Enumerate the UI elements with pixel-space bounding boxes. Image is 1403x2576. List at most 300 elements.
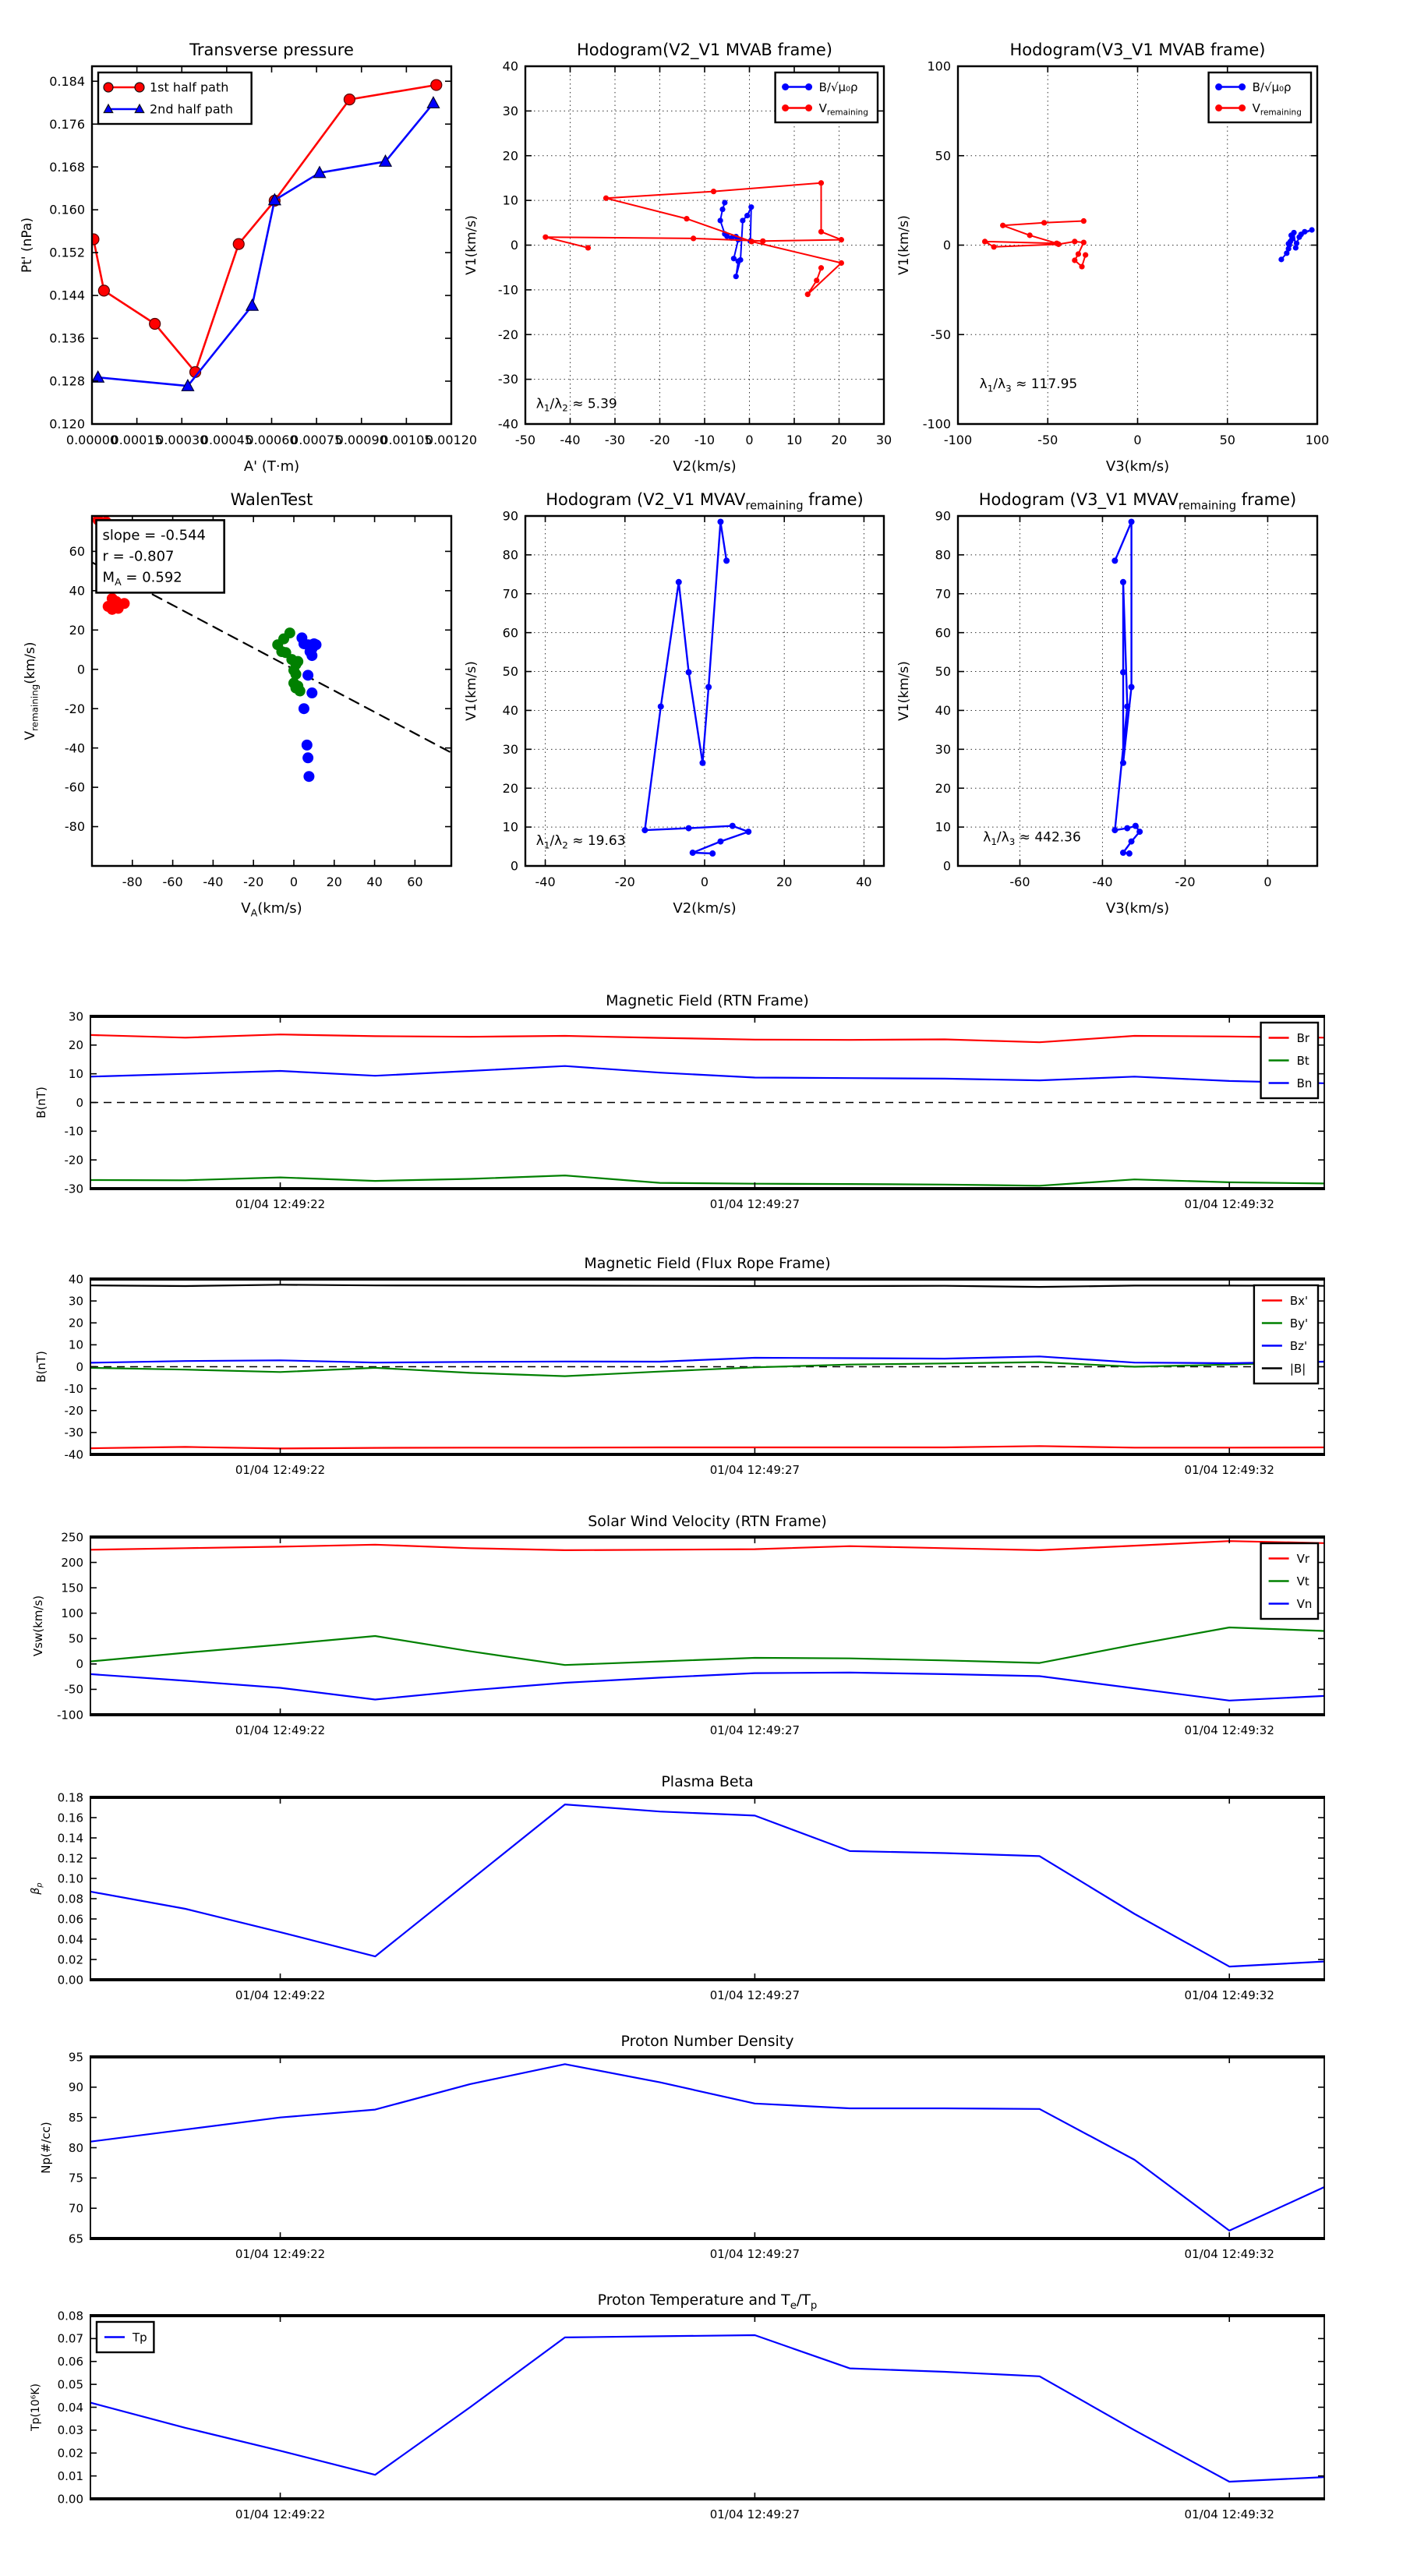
series-line-B-magnitude (90, 1284, 1324, 1287)
x-tick-label: -40 (535, 875, 556, 889)
data-point-marker (302, 752, 313, 763)
x-axis-label: V3(km/s) (1105, 900, 1170, 917)
y-tick-label: 0.18 (57, 1790, 83, 1805)
data-point-marker (782, 83, 789, 90)
chart-title: Proton Number Density (620, 2033, 794, 2050)
legend-label: Bn (1296, 1076, 1313, 1090)
data-point-marker (303, 771, 314, 782)
y-tick-label: 0 (942, 238, 951, 253)
series-line-Br (90, 1034, 1324, 1042)
y-tick-label: 100 (61, 1606, 83, 1620)
x-tick-label: 40 (856, 875, 872, 889)
data-point-marker (135, 83, 144, 92)
x-axis-label: V2(km/s) (673, 900, 737, 917)
y-tick-label: 0.01 (57, 2468, 83, 2483)
y-axis-label: $V_{remaining}(km/s)$ (23, 641, 41, 740)
x-tick-label: 01/04 12:49:27 (709, 1197, 800, 1211)
y-tick-label: 60 (935, 625, 951, 641)
data-point-marker (1079, 263, 1084, 269)
y-tick-label: 0.00 (57, 1973, 83, 1988)
annotation-text: $\lambda_1/\lambda_3 \approx 117.95$ (979, 376, 1078, 394)
data-point-marker (705, 684, 712, 691)
y-tick-label: 0.08 (57, 1892, 83, 1906)
x-tick-label: 0.00030 (156, 433, 208, 447)
x-axis-label: V2(km/s) (673, 458, 737, 475)
data-point-marker (718, 217, 723, 223)
y-tick-label: 0 (510, 238, 518, 253)
data-point-marker (1120, 579, 1126, 585)
data-point-marker (1278, 256, 1284, 262)
chart-title: Transverse pressure (189, 41, 354, 59)
data-point-marker (1133, 823, 1139, 829)
magnetic-field-rtn-plot (34, 992, 1325, 1211)
x-tick-label: 0.00105 (380, 433, 433, 447)
data-point-marker (1239, 83, 1246, 90)
y-axis-label: Tp(10⁶K) (30, 2383, 42, 2431)
x-tick-label: 10 (786, 433, 803, 447)
y-axis-label: Vsw(km/s) (31, 1595, 45, 1657)
chart-title: Proton Temperature and $T_e/T_p$ (597, 2292, 818, 2312)
hodogram-v2v1-mvab-plot (464, 41, 892, 475)
y-tick-label: 200 (61, 1555, 83, 1570)
annotation-text: $\lambda_1/\lambda_2 \approx 5.39$ (535, 396, 617, 414)
y-tick-label: -30 (64, 1182, 83, 1196)
chart-title: Solar Wind Velocity (RTN Frame) (588, 1513, 827, 1530)
y-tick-label: 50 (68, 1631, 83, 1646)
legend-label: 1st half path (150, 80, 229, 95)
y-tick-label: -40 (497, 416, 518, 432)
y-tick-label: 20 (935, 780, 951, 796)
y-tick-label: -10 (497, 282, 518, 298)
x-tick-label: 01/04 12:49:22 (235, 1723, 326, 1737)
x-tick-label: 0.00015 (111, 433, 163, 447)
data-point-marker (1027, 232, 1033, 238)
x-tick-label: -40 (1092, 875, 1113, 889)
y-tick-label: 0.136 (49, 330, 85, 346)
series-line-beta-p (90, 1804, 1324, 1966)
data-point-marker (745, 829, 751, 835)
data-point-marker (306, 687, 317, 698)
x-tick-label: 0.00120 (425, 433, 478, 447)
data-point-marker (719, 207, 725, 212)
data-point-marker (686, 825, 692, 832)
x-tick-label: 60 (407, 875, 423, 889)
data-point-marker (805, 83, 812, 90)
y-tick-label: 0.07 (57, 2331, 83, 2346)
x-tick-label: -20 (614, 875, 635, 889)
legend-label: Vn (1296, 1596, 1313, 1611)
y-tick-label: -10 (64, 1124, 83, 1139)
y-tick-label: 0.10 (57, 1871, 83, 1886)
plasma-beta-plot (30, 1773, 1325, 2002)
y-tick-label: 0.152 (49, 245, 85, 260)
y-tick-label: 70 (502, 586, 518, 602)
x-tick-label: 0 (700, 875, 709, 889)
data-point-marker (292, 656, 303, 667)
legend-label: Bx' (1289, 1293, 1309, 1308)
legend-label: B/√μ₀ρ (818, 80, 858, 94)
data-point-marker (711, 189, 716, 194)
data-point-marker (427, 97, 439, 108)
series-line-velocity-hodogram (1115, 522, 1140, 854)
data-point-marker (1000, 223, 1005, 228)
data-point-marker (1126, 850, 1133, 857)
data-point-marker (1129, 839, 1135, 845)
y-tick-label: 0.06 (57, 1912, 83, 1927)
y-axis-label: B(nT) (34, 1087, 48, 1118)
x-tick-label: 0.00060 (246, 433, 298, 447)
legend-label: B/√μ₀ρ (1252, 80, 1292, 94)
data-point-marker (691, 235, 696, 241)
series-line-2nd half path (98, 103, 433, 386)
y-axis-label: V1(km/s) (896, 215, 912, 275)
chart-title: Magnetic Field (Flux Rope Frame) (584, 1255, 831, 1272)
y-tick-label: 30 (502, 103, 518, 118)
x-tick-label: -60 (162, 875, 183, 889)
data-point-marker (690, 850, 696, 856)
x-tick-label: 30 (875, 433, 892, 447)
y-tick-label: 0.08 (57, 2309, 83, 2323)
data-point-marker (1124, 825, 1130, 832)
data-point-marker (111, 596, 122, 607)
data-point-marker (744, 213, 750, 218)
data-point-marker (1076, 251, 1081, 256)
y-tick-label: 10 (68, 1337, 83, 1352)
data-point-marker (717, 839, 723, 845)
x-tick-label: 01/04 12:49:22 (235, 1197, 326, 1211)
data-point-marker (1120, 670, 1126, 676)
series-line-velocity-hodogram (645, 522, 748, 854)
series-line-1st half path (94, 85, 436, 372)
legend-label: |B| (1289, 1361, 1306, 1376)
data-point-marker (295, 686, 306, 697)
data-point-marker (818, 180, 824, 186)
y-tick-label: -50 (930, 327, 951, 342)
y-tick-label: 30 (502, 741, 518, 757)
series-line-Tp (90, 2335, 1324, 2482)
x-tick-label: -20 (243, 875, 264, 889)
y-tick-label: 40 (502, 58, 518, 74)
legend-label: Vr (1296, 1551, 1310, 1566)
x-tick-label: 0.00075 (291, 433, 343, 447)
y-tick-label: 50 (935, 148, 951, 164)
data-point-marker (723, 557, 730, 564)
y-axis-label: V1(km/s) (464, 215, 479, 275)
data-point-marker (1111, 827, 1118, 833)
y-tick-label: 10 (502, 193, 518, 208)
x-tick-label: 01/04 12:49:32 (1184, 1723, 1274, 1737)
y-tick-label: 80 (935, 547, 951, 563)
data-point-marker (641, 827, 648, 833)
x-tick-label: 50 (1219, 433, 1235, 447)
annotation-text: $\lambda_1/\lambda_3 \approx 442.36$ (983, 829, 1081, 847)
data-point-marker (299, 703, 309, 714)
y-tick-label: -30 (64, 1426, 83, 1440)
data-point-marker (302, 670, 313, 680)
y-tick-label: 30 (935, 741, 951, 757)
y-tick-label: 70 (68, 2201, 83, 2216)
y-tick-label: 30 (68, 1294, 83, 1309)
data-point-marker (88, 234, 99, 245)
y-tick-label: 0.04 (57, 2400, 83, 2415)
data-point-marker (1111, 557, 1118, 564)
data-point-marker (92, 371, 104, 382)
data-point-marker (805, 104, 812, 111)
y-tick-label: 80 (68, 2140, 83, 2155)
y-tick-label: 0 (76, 662, 85, 677)
y-tick-label: 0 (76, 1657, 83, 1672)
y-tick-label: -60 (64, 779, 85, 795)
series-line-Vr (90, 1541, 1324, 1550)
y-tick-label: 0 (942, 858, 951, 874)
x-tick-label: 20 (326, 875, 342, 889)
x-tick-label: -40 (560, 433, 581, 447)
y-tick-label: 40 (935, 703, 951, 719)
y-tick-label: 40 (69, 583, 85, 599)
chart-title: Hodogram(V2_V1 MVAB frame) (577, 41, 832, 59)
y-tick-label: 20 (68, 1038, 83, 1053)
y-tick-label: -40 (64, 1447, 83, 1462)
data-point-marker (699, 760, 705, 766)
y-tick-label: -20 (64, 701, 85, 716)
data-point-marker (1309, 227, 1314, 232)
x-axis-label: V3(km/s) (1105, 458, 1170, 475)
y-tick-label: 0.160 (49, 202, 85, 217)
data-point-marker (737, 257, 743, 263)
x-tick-label: 01/04 12:49:32 (1184, 1988, 1274, 2002)
data-point-marker (302, 740, 313, 751)
y-axis-label: V1(km/s) (896, 661, 912, 721)
data-point-marker (1072, 239, 1077, 244)
data-point-marker (818, 265, 824, 270)
y-tick-label: -30 (497, 372, 518, 387)
chart-title: Hodogram (V2_V1 $MVAV_{remaining}$ frame) (546, 490, 864, 513)
y-tick-label: -50 (64, 1682, 83, 1697)
x-tick-label: -30 (604, 433, 626, 447)
data-point-marker (306, 650, 317, 661)
data-point-marker (730, 823, 736, 829)
y-tick-label: 250 (61, 1530, 83, 1545)
stats-line: $M_A = 0.592$ (102, 569, 182, 588)
y-axis-label: $\beta_p$ (30, 1882, 44, 1895)
data-point-marker (782, 104, 789, 111)
x-tick-label: -100 (943, 433, 973, 447)
series-line-V-remaining (985, 221, 1086, 267)
data-point-marker (1129, 518, 1135, 525)
legend-label: Bt (1296, 1053, 1309, 1068)
series-line-Vt (90, 1627, 1324, 1665)
y-tick-label: -20 (64, 1404, 83, 1418)
y-tick-label: 0.16 (57, 1811, 83, 1825)
y-tick-label: 60 (502, 625, 518, 641)
chart-title: Plasma Beta (661, 1773, 754, 1790)
y-tick-label: 80 (502, 547, 518, 563)
data-point-marker (740, 217, 745, 223)
series-line-Bn (90, 1066, 1324, 1083)
chart-title: Magnetic Field (RTN Frame) (606, 992, 809, 1009)
x-tick-label: 01/04 12:49:27 (709, 2247, 800, 2261)
chart-title: Hodogram(V3_V1 MVAB frame) (1009, 41, 1266, 59)
data-point-marker (722, 200, 727, 205)
y-tick-label: 10 (935, 819, 951, 835)
annotation-text: $\lambda_1/\lambda_2 \approx 19.63$ (535, 833, 626, 851)
data-point-marker (1120, 850, 1126, 856)
y-tick-label: 0.05 (57, 2377, 83, 2392)
proton-temperature-plot (30, 2292, 1325, 2521)
data-point-marker (585, 245, 591, 250)
data-point-marker (676, 579, 682, 585)
hodogram-v3v1-mvab-plot (896, 41, 1329, 475)
y-tick-label: 10 (68, 1066, 83, 1081)
data-point-marker (1129, 684, 1135, 691)
y-tick-label: -10 (64, 1381, 83, 1396)
x-tick-label: -50 (1037, 433, 1058, 447)
y-tick-label: 0.176 (49, 116, 85, 132)
data-point-marker (709, 850, 716, 857)
data-point-marker (749, 239, 755, 244)
y-tick-label: 0 (76, 1359, 83, 1374)
x-tick-label: -60 (1009, 875, 1030, 889)
x-tick-label: 100 (1305, 433, 1330, 447)
data-point-marker (1120, 760, 1126, 766)
x-tick-label: 01/04 12:49:32 (1184, 1197, 1274, 1211)
x-tick-label: 01/04 12:49:22 (235, 1463, 326, 1477)
data-point-marker (1081, 218, 1087, 224)
y-tick-label: -20 (64, 1153, 83, 1168)
walen-test-plot (23, 490, 452, 919)
data-point-marker (1081, 239, 1087, 245)
data-point-marker (717, 518, 723, 525)
y-tick-label: 100 (927, 58, 951, 74)
data-point-marker (344, 94, 355, 105)
x-tick-label: 0 (1133, 433, 1142, 447)
data-point-marker (658, 703, 664, 709)
y-tick-label: 40 (502, 703, 518, 719)
y-tick-label: 0.06 (57, 2355, 83, 2369)
chart-title: Hodogram (V3_V1 $MVAV_{remaining}$ frame) (978, 490, 1297, 513)
y-tick-label: 85 (68, 2110, 83, 2125)
chart-title: WalenTest (230, 490, 313, 509)
legend-label: Vt (1296, 1574, 1309, 1588)
y-tick-label: 20 (502, 780, 518, 796)
x-tick-label: -20 (649, 433, 670, 447)
y-tick-label: 0.184 (49, 73, 85, 89)
data-point-marker (733, 274, 739, 279)
y-tick-label: -100 (922, 416, 951, 432)
y-tick-label: 0 (76, 1095, 83, 1110)
y-tick-label: 30 (68, 1009, 83, 1024)
data-point-marker (1136, 829, 1143, 835)
y-tick-label: 50 (502, 664, 518, 680)
x-tick-label: 01/04 12:49:32 (1184, 2247, 1274, 2261)
y-tick-label: -100 (56, 1708, 83, 1723)
legend-label: Bz' (1289, 1338, 1308, 1353)
y-axis-label: B(nT) (34, 1351, 48, 1383)
y-tick-label: 10 (502, 819, 518, 835)
data-point-marker (1286, 241, 1292, 246)
y-tick-label: 0.120 (49, 416, 85, 432)
transverse-pressure-plot (19, 41, 477, 475)
data-point-marker (760, 239, 765, 244)
series-line-By-prime (90, 1362, 1324, 1376)
y-tick-label: 0.12 (57, 1851, 83, 1866)
y-axis-label: V1(km/s) (464, 661, 479, 721)
data-point-marker (805, 292, 811, 297)
y-tick-label: 0 (510, 858, 518, 874)
series-line-Vn (90, 1673, 1324, 1701)
x-tick-label: 20 (776, 875, 793, 889)
data-point-marker (284, 627, 295, 638)
y-tick-label: -40 (64, 740, 85, 756)
x-tick-label: 01/04 12:49:27 (709, 1723, 800, 1737)
y-tick-label: 0.03 (57, 2423, 83, 2438)
data-point-marker (991, 244, 997, 249)
data-point-marker (1055, 242, 1061, 247)
y-tick-label: 50 (935, 664, 951, 680)
x-tick-label: -80 (122, 875, 143, 889)
y-axis-label: Pt' (nPa) (19, 217, 35, 273)
y-tick-label: 150 (61, 1581, 83, 1595)
magnetic-field-flux-rope-plot (34, 1255, 1325, 1477)
x-tick-label: 0 (1263, 875, 1272, 889)
series-line-Np (90, 2064, 1324, 2231)
y-tick-label: -20 (497, 327, 518, 342)
data-point-marker (1294, 241, 1299, 246)
data-point-marker (839, 237, 844, 242)
data-point-marker (684, 216, 689, 221)
x-tick-label: 01/04 12:49:27 (709, 1988, 800, 2002)
series-line-Bt (90, 1175, 1324, 1186)
data-point-marker (1124, 703, 1130, 709)
x-tick-label: -50 (514, 433, 536, 447)
x-tick-label: 01/04 12:49:22 (235, 2247, 326, 2261)
data-point-marker (542, 235, 548, 240)
legend-label: $V_{remaining}$ (818, 101, 868, 118)
y-tick-label: 40 (68, 1272, 83, 1287)
x-tick-label: 20 (831, 433, 847, 447)
data-point-marker (104, 83, 113, 92)
y-tick-label: 70 (935, 586, 951, 602)
data-point-marker (686, 670, 692, 676)
y-tick-label: 20 (68, 1316, 83, 1330)
data-point-marker (1215, 104, 1222, 111)
y-axis-label: Np(#/cc) (39, 2122, 53, 2174)
solar-wind-velocity-plot (31, 1513, 1325, 1737)
y-tick-label: 65 (68, 2231, 83, 2246)
x-tick-label: 01/04 12:49:27 (709, 1463, 800, 1477)
x-axis-label: $V_A(km/s)$ (241, 900, 302, 919)
series-line-Bx-prime (90, 1446, 1324, 1448)
data-point-marker (1215, 83, 1222, 90)
x-tick-label: -40 (203, 875, 224, 889)
data-point-marker (1083, 253, 1088, 258)
x-tick-label: -20 (1175, 875, 1196, 889)
y-tick-label: 0.168 (49, 159, 85, 175)
x-tick-label: 01/04 12:49:32 (1184, 2507, 1274, 2521)
x-tick-label: 01/04 12:49:22 (235, 1988, 326, 2002)
y-tick-label: 20 (502, 148, 518, 164)
y-tick-label: 75 (68, 2171, 83, 2186)
y-tick-label: 0.128 (49, 373, 85, 389)
y-tick-label: 60 (69, 544, 85, 560)
y-tick-label: 20 (69, 622, 85, 638)
x-tick-label: 0.00045 (200, 433, 253, 447)
data-point-marker (1291, 230, 1296, 235)
legend-label: Br (1296, 1030, 1310, 1045)
y-tick-label: 0.02 (57, 2446, 83, 2461)
x-tick-label: 01/04 12:49:27 (709, 2507, 800, 2521)
data-point-marker (233, 239, 244, 249)
